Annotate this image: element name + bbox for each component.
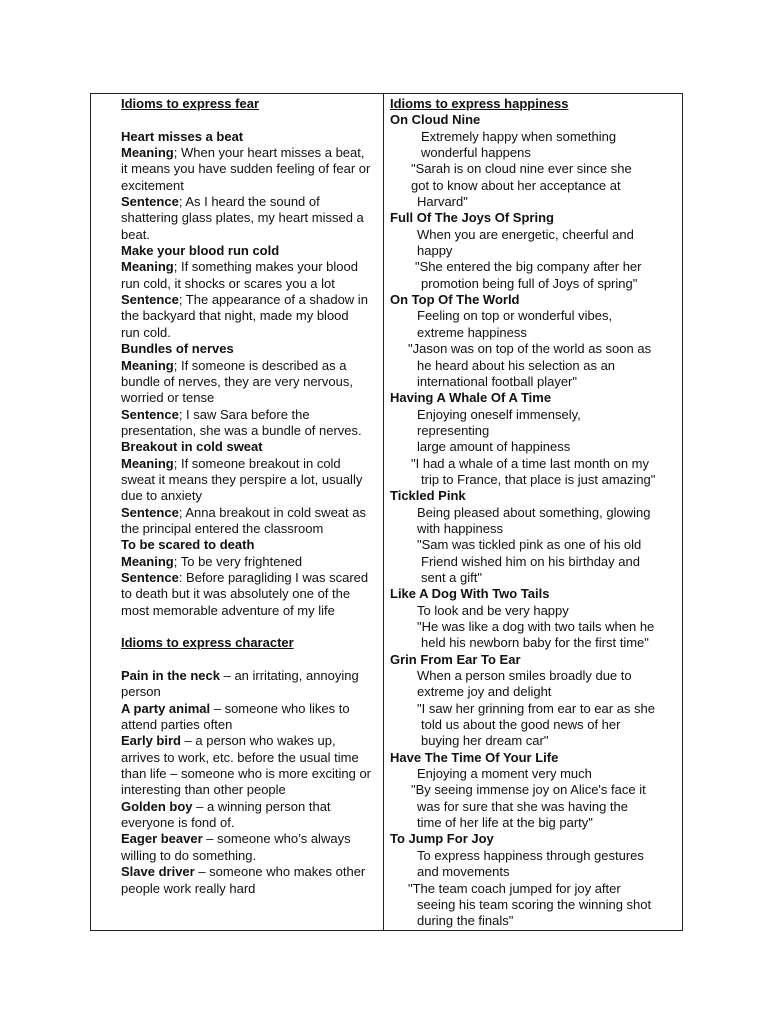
sentence-label: Sentence — [121, 406, 179, 422]
happiness-idiom-line: "I saw her grinning from ear to ear as she — [417, 700, 656, 716]
happiness-list — [390, 112, 676, 929]
happiness-idiom-line: international football player" — [417, 373, 577, 389]
happiness-idiom-line: and movements — [417, 864, 510, 880]
character-idiom — [121, 831, 371, 864]
happiness-idiom-line: "By seeing immense joy on Alice's face it — [411, 782, 646, 798]
spacer — [121, 112, 371, 128]
happiness-idiom-line: "She entered the big company after her — [415, 259, 642, 275]
fear-idiom-sentence — [121, 292, 371, 341]
meaning-label: Meaning — [121, 145, 174, 161]
character-idiom-title: Golden boy — [121, 798, 193, 814]
character-idiom — [121, 799, 371, 832]
happiness-idiom-line: buying her dream car" — [421, 733, 549, 749]
happiness-idiom-line: told us about the good news of her — [421, 717, 621, 733]
meaning-text: ; If someone breakout in cold sweat it means they perspire a lot, usually due to anxiety — [121, 455, 363, 504]
fear-list — [121, 129, 371, 619]
happiness-heading: Idioms to express happiness — [390, 96, 569, 111]
happiness-idiom-line: sent a gift" — [421, 569, 482, 585]
happiness-idiom-line: held his newborn baby for the first time" — [421, 635, 649, 651]
fear-idiom-meaning — [121, 456, 371, 505]
character-idiom-title: Pain in the neck — [121, 668, 220, 684]
happiness-idiom-line: "The team coach jumped for joy after — [408, 880, 621, 896]
meaning-label: Meaning — [121, 357, 174, 373]
spacer — [121, 619, 371, 635]
right-column-content — [384, 94, 682, 930]
happiness-idiom-line: When a person smiles broadly due to — [417, 668, 632, 684]
happiness-idiom-line: Harvard" — [417, 194, 468, 210]
character-idiom-definition: – a person who wakes up, arrives to work, etc. before the usual time than life – someone who is more exciting or interesting than other people — [121, 733, 372, 798]
happiness-idiom-line: Friend wished him on his birthday and — [421, 553, 640, 569]
sentence-text: ; The appearance of a shadow in the backyard that night, made my blood run cold. — [121, 292, 368, 340]
idioms-table — [90, 93, 683, 931]
character-idiom — [121, 864, 371, 897]
happiness-idiom-line: "I had a whale of a time last month on my — [411, 455, 650, 471]
character-idiom-title: Early bird — [121, 733, 181, 749]
happiness-idiom-line: "He was like a dog with two tails when he — [417, 619, 655, 634]
sentence-text: ; I saw Sara before the presentation, she was a bundle of nerves. — [121, 406, 362, 438]
happiness-idiom-line: with happiness — [417, 520, 503, 536]
fear-idiom-sentence — [121, 505, 371, 538]
happiness-idiom-line: Being pleased about something, glowing — [417, 504, 651, 520]
happiness-idiom-title: Full Of The Joys Of Spring — [390, 210, 554, 226]
happiness-idiom-line: time of her life at the big party" — [417, 815, 593, 831]
sentence-label: Sentence — [121, 504, 179, 520]
happiness-idiom-title: On Cloud Nine — [390, 112, 481, 128]
fear-idiom-sentence — [121, 194, 371, 243]
happiness-idiom-line: Feeling on top or wonderful vibes, — [417, 308, 613, 324]
sentence-text: ; Anna breakout in cold sweat as the principal entered the classroom — [121, 504, 366, 536]
happiness-idiom-title: Grin From Ear To Ear — [390, 651, 521, 667]
happiness-idiom-line: was for sure that she was having the — [417, 798, 629, 814]
happiness-idiom-title: Tickled Pink — [390, 488, 466, 504]
happiness-idiom-line: happy — [417, 243, 453, 259]
fear-idiom-title: Make your blood run cold — [121, 243, 280, 259]
fear-idiom-title: Bundles of nerves — [121, 341, 234, 357]
spacer — [121, 652, 371, 668]
happiness-idiom-line: extreme joy and delight — [417, 684, 552, 700]
happiness-idiom-line: got to know about her acceptance at — [411, 177, 621, 193]
character-idiom-definition: – someone who makes other people work really hard — [121, 864, 366, 896]
happiness-idiom-line: large amount of happiness — [417, 439, 571, 455]
happiness-idiom-line: Extremely happy when something — [421, 128, 617, 144]
character-idiom-title: Slave driver — [121, 864, 195, 880]
character-idiom-definition: – an irritating, annoying person — [121, 668, 359, 700]
fear-idiom-meaning — [121, 358, 371, 407]
sentence-text: ; As I heard the sound of shattering glass plates, my heart missed a beat. — [121, 194, 364, 242]
fear-idiom-title: Heart misses a beat — [121, 128, 244, 144]
meaning-text: ; To be very frightened — [173, 553, 303, 569]
happiness-idiom-line: representing — [417, 422, 490, 438]
happiness-idiom-line: Enjoying oneself immensely, — [417, 406, 581, 422]
happiness-idiom-line: "Sarah is on cloud nine ever since she — [411, 161, 632, 177]
meaning-label: Meaning — [121, 455, 174, 471]
happiness-idiom-line: extreme happiness — [417, 324, 527, 340]
fear-idiom-sentence — [121, 407, 371, 440]
left-column-content — [91, 94, 383, 897]
sentence-text: : Before paragliding I was scared to death but it was absolutely one of the most memorable adventure of my life — [121, 569, 369, 618]
fear-idiom-sentence — [121, 570, 371, 619]
happiness-idiom-line: When you are energetic, cheerful and — [417, 226, 634, 242]
happiness-idiom-title: Have The Time Of Your Life — [390, 749, 559, 765]
happiness-idiom-title: Having A Whale Of A Time — [390, 390, 552, 406]
fear-idiom-meaning — [121, 259, 371, 292]
character-idiom-title: Eager beaver — [121, 831, 203, 847]
happiness-idiom-line: wonderful happens — [421, 145, 531, 161]
happiness-idiom-line: "Sam was tickled pink as one of his old — [417, 537, 642, 553]
happiness-idiom-line: To look and be very happy — [417, 602, 569, 618]
happiness-idiom-line: he heard about his selection as an — [417, 357, 616, 373]
meaning-text: ; When your heart misses a beat, it means you have sudden feeling of fear or excitement — [121, 145, 371, 193]
happiness-idiom-line: during the finals" — [417, 913, 514, 929]
meaning-label: Meaning — [121, 259, 174, 275]
happiness-idiom-line: Enjoying a moment very much — [417, 766, 592, 782]
fear-idiom-meaning — [121, 145, 371, 194]
happiness-idiom-title: To Jump For Joy — [390, 831, 494, 847]
left-column — [91, 94, 384, 931]
happiness-idiom-line: trip to France, that place is just amazing" — [421, 471, 656, 487]
happiness-idiom-line: "Jason was on top of the world as soon as — [408, 341, 652, 357]
fear-idiom-title: Breakout in cold sweat — [121, 439, 263, 455]
happiness-idiom-line: promotion being full of Joys of spring" — [421, 275, 638, 291]
character-idiom-definition: – someone who likes to attend parties often — [121, 700, 350, 733]
character-idiom — [121, 668, 371, 701]
character-idiom-definition: – a winning person that everyone is fond of. — [121, 798, 331, 831]
fear-heading: Idioms to express fear — [121, 96, 259, 111]
meaning-label: Meaning — [121, 553, 174, 569]
character-idiom-title: A party animal — [121, 700, 211, 716]
character-idiom-definition: – someone who’s always willing to do something. — [121, 831, 351, 863]
happiness-idiom-title: On Top Of The World — [390, 292, 520, 308]
fear-idiom-meaning — [121, 554, 371, 570]
sentence-label: Sentence — [121, 292, 179, 308]
happiness-idiom-line: To express happiness through gestures — [417, 847, 644, 863]
right-column — [384, 94, 683, 931]
character-idiom — [121, 733, 371, 798]
sentence-label: Sentence — [121, 194, 179, 210]
character-idiom — [121, 701, 371, 734]
happiness-idiom-line: seeing his team scoring the winning shot — [417, 896, 652, 912]
sentence-label: Sentence — [121, 569, 179, 585]
meaning-text: ; If something makes your blood run cold, it shocks or scares you a lot — [121, 259, 358, 291]
fear-idiom-title: To be scared to death — [121, 537, 255, 553]
meaning-text: ; If someone is described as a bundle of nerves, they are very nervous, worried or tense — [121, 357, 353, 406]
happiness-idiom-title: Like A Dog With Two Tails — [390, 586, 550, 602]
character-heading: Idioms to express character — [121, 635, 294, 651]
character-list — [121, 668, 371, 897]
